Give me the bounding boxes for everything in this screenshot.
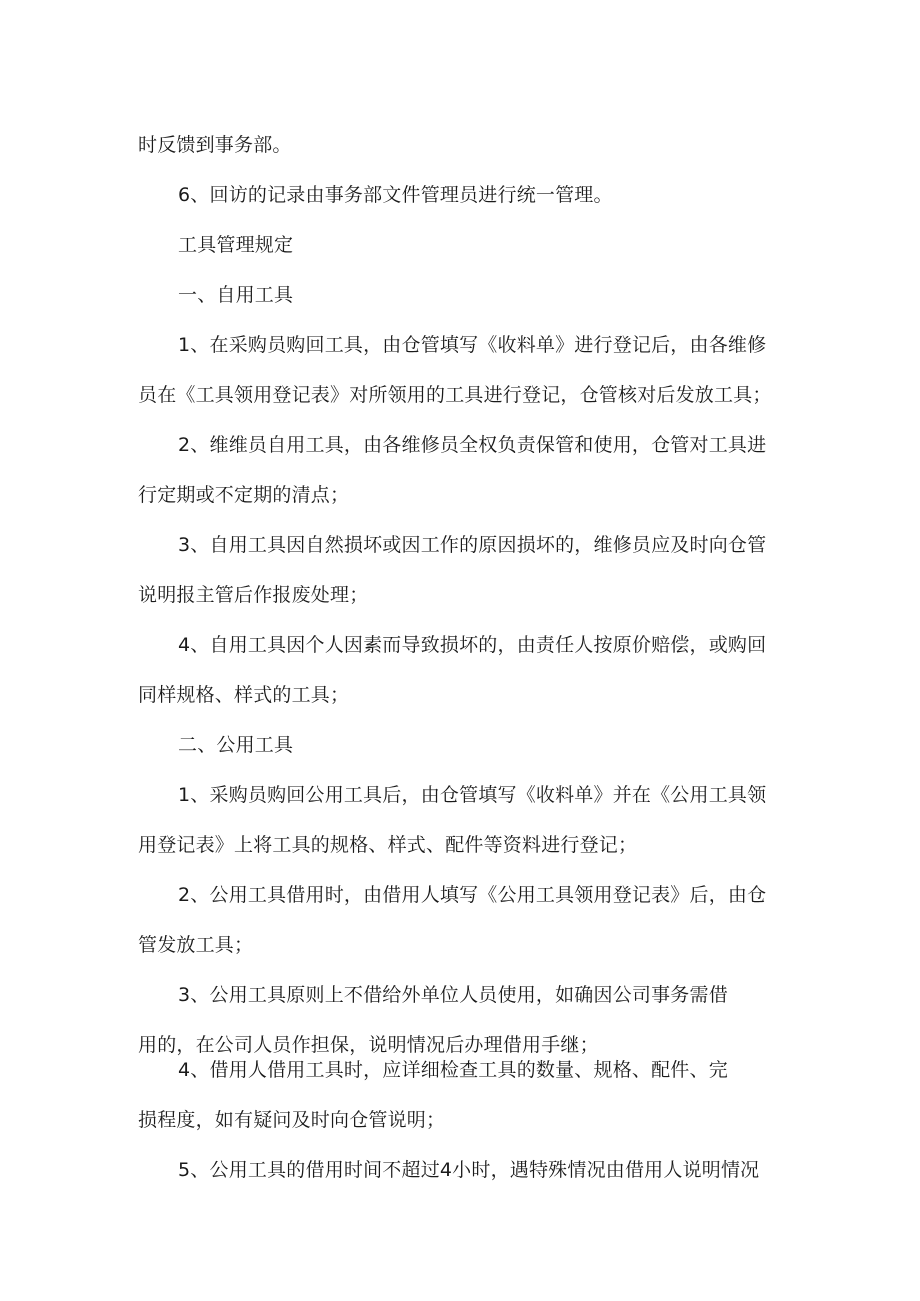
text-line-18: 3、公用工具原则上不借给外单位人员使用，如确因公司事务需借 — [178, 984, 728, 1006]
section-heading-2: 二、公用工具 — [178, 734, 294, 756]
text-line-5: 1、在采购员购回工具，由仓管填写《收料单》进行登记后，由各维修 — [178, 334, 767, 356]
text-line-8: 行定期或不定期的清点； — [138, 484, 350, 506]
text-line-12: 同样规格、样式的工具； — [138, 684, 350, 706]
text-line-17: 管发放工具； — [138, 934, 254, 956]
text-line-11: 4、自用工具因个人因素而导致损坏的，由责任人按原价赔偿，或购回 — [178, 634, 767, 656]
text-line-16: 2、公用工具借用时，由借用人填写《公用工具领用登记表》后，由仓 — [178, 884, 767, 906]
text-line-1: 时反馈到事务部。 — [138, 134, 292, 156]
text-line-10: 说明报主管后作报废处理； — [138, 584, 369, 606]
text-line-9: 3、自用工具因自然损坏或因工作的原因损坏的，维修员应及时向仓管 — [178, 534, 767, 556]
text-line-20: 4、借用人借用工具时，应详细检查工具的数量、规格、配件、完 — [178, 1059, 728, 1081]
text-line-22: 5、公用工具的借用时间不超过4小时，遇特殊情况由借用人说明情况 — [178, 1159, 760, 1181]
text-line-15: 用登记表》上将工具的规格、样式、配件等资料进行登记； — [138, 834, 638, 856]
text-line-14: 1、采购员购回公用工具后，由仓管填写《收料单》并在《公用工具领 — [178, 784, 767, 806]
text-line-7: 2、维维员自用工具，由各维修员全权负责保管和使用，仓管对工具进 — [178, 434, 767, 456]
section-title: 工具管理规定 — [178, 234, 294, 256]
text-line-21: 损程度，如有疑问及时向仓管说明； — [138, 1109, 446, 1131]
section-heading-1: 一、自用工具 — [178, 284, 294, 306]
text-line-2: 6、回访的记录由事务部文件管理员进行统一管理。 — [178, 184, 613, 206]
text-line-19: 用的，在公司人员作担保，说明情况后办理借用手继； — [138, 1034, 599, 1056]
text-line-6: 员在《工具领用登记表》对所领用的工具进行登记，仓管核对后发放工具； — [138, 384, 772, 406]
